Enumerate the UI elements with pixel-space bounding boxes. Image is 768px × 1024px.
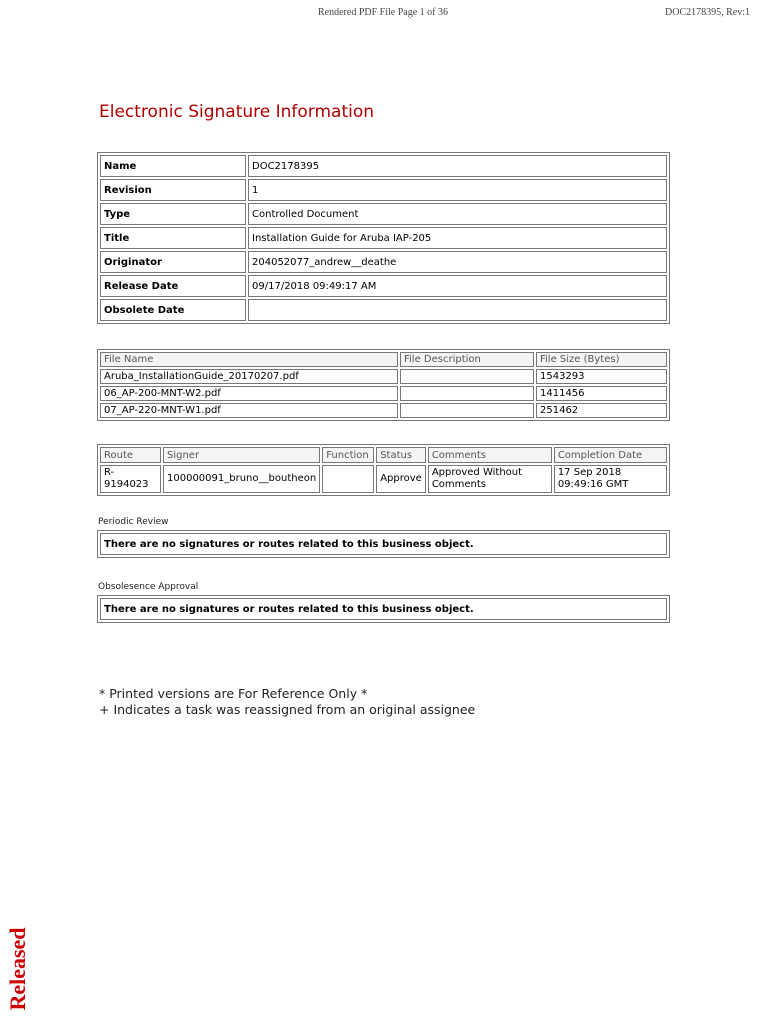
file-description-cell xyxy=(400,369,534,384)
table-row xyxy=(100,275,667,297)
file-name-cell: Aruba_InstallationGuide_20170207.pdf xyxy=(100,369,398,384)
metadata-label: Obsolete Date xyxy=(100,299,246,321)
metadata-label: Title xyxy=(100,227,246,249)
periodic-review-table xyxy=(97,530,670,558)
metadata-label: Originator xyxy=(100,251,246,273)
column-header: Function xyxy=(322,447,374,463)
table-header-row xyxy=(100,352,667,367)
metadata-value xyxy=(248,299,667,321)
metadata-value: DOC2178395 xyxy=(248,155,667,177)
file-size-cell: 1543293 xyxy=(536,369,667,384)
table-row xyxy=(100,533,667,555)
column-header: File Description xyxy=(400,352,534,367)
file-size-cell: 1411456 xyxy=(536,386,667,401)
file-description-cell xyxy=(400,403,534,418)
file-name-cell: 07_AP-220-MNT-W1.pdf xyxy=(100,403,398,418)
table-row xyxy=(100,403,667,418)
metadata-value: 09/17/2018 09:49:17 AM xyxy=(248,275,667,297)
routes-table xyxy=(97,444,670,496)
column-header: Route xyxy=(100,447,161,463)
obsolesence-approval-message: There are no signatures or routes related to this business object. xyxy=(100,598,667,620)
column-header: File Size (Bytes) xyxy=(536,352,667,367)
metadata-value: Controlled Document xyxy=(248,203,667,225)
page-title: Electronic Signature Information xyxy=(99,102,375,122)
function-cell xyxy=(322,465,374,493)
metadata-value: 204052077_andrew__deathe xyxy=(248,251,667,273)
table-row xyxy=(100,386,667,401)
document-metadata-table xyxy=(97,152,670,324)
table-row xyxy=(100,203,667,225)
column-header: Comments xyxy=(428,447,552,463)
metadata-label: Release Date xyxy=(100,275,246,297)
column-header: Status xyxy=(376,447,426,463)
released-stamp: Released xyxy=(5,927,30,1011)
files-table xyxy=(97,349,670,421)
table-row xyxy=(100,251,667,273)
table-row xyxy=(100,598,667,620)
periodic-review-message: There are no signatures or routes related to this business object. xyxy=(100,533,667,555)
periodic-review-label: Periodic Review xyxy=(98,517,169,527)
metadata-label: Name xyxy=(100,155,246,177)
signer-cell: 100000091_bruno__boutheon xyxy=(163,465,320,493)
completion-date-cell: 17 Sep 2018 09:49:16 GMT xyxy=(554,465,667,493)
table-row xyxy=(100,299,667,321)
obsolesence-approval-label: Obsolesence Approval xyxy=(98,582,199,592)
metadata-label: Type xyxy=(100,203,246,225)
file-description-cell xyxy=(400,386,534,401)
page-header-center: Rendered PDF File Page 1 of 36 xyxy=(318,7,448,18)
comments-cell: Approved Without Comments xyxy=(428,465,552,493)
table-row xyxy=(100,369,667,384)
table-row xyxy=(100,465,667,493)
table-row xyxy=(100,227,667,249)
table-header-row xyxy=(100,447,667,463)
column-header: Signer xyxy=(163,447,320,463)
table-row xyxy=(100,179,667,201)
metadata-value: Installation Guide for Aruba IAP-205 xyxy=(248,227,667,249)
route-cell: R-9194023 xyxy=(100,465,161,493)
footnote-reference-only: * Printed versions are For Reference Only * xyxy=(99,686,368,701)
metadata-value: 1 xyxy=(248,179,667,201)
obsolesence-approval-table xyxy=(97,595,670,623)
status-cell: Approve xyxy=(376,465,426,493)
footnote-reassigned-task: + Indicates a task was reassigned from an original assignee xyxy=(99,702,476,717)
file-size-cell: 251462 xyxy=(536,403,667,418)
metadata-label: Revision xyxy=(100,179,246,201)
column-header: File Name xyxy=(100,352,398,367)
page-header-doc-id: DOC2178395, Rev:1 xyxy=(665,7,750,18)
file-name-cell: 06_AP-200-MNT-W2.pdf xyxy=(100,386,398,401)
column-header: Completion Date xyxy=(554,447,667,463)
table-row xyxy=(100,155,667,177)
